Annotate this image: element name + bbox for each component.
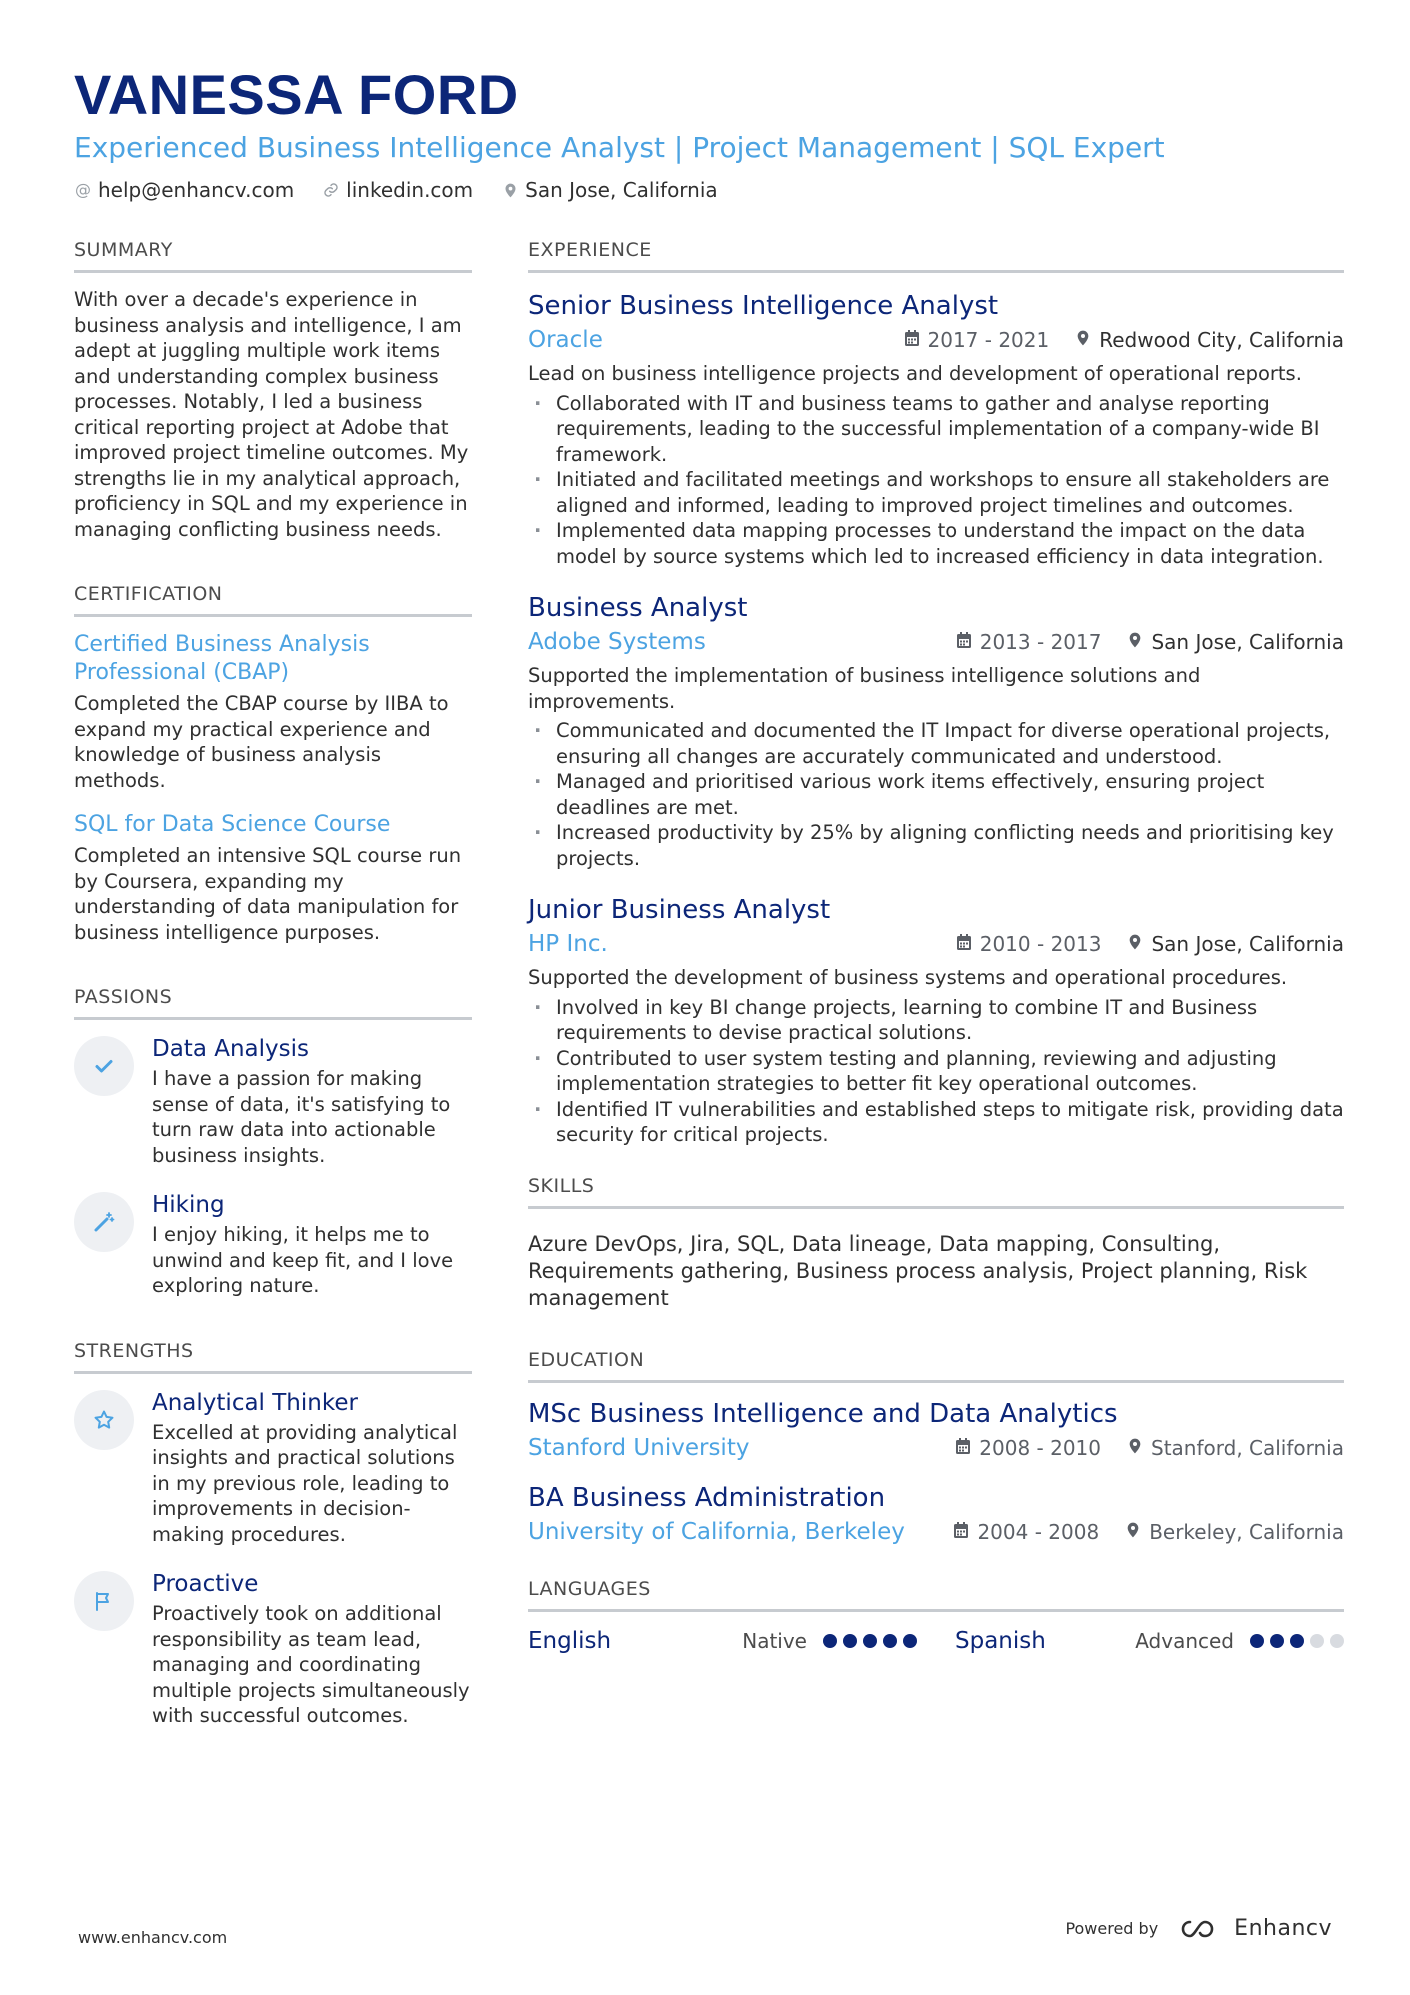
headline: Experienced Business Intelligence Analyst | Project Management | SQL Expert — [74, 131, 1165, 164]
job-bullet: · Managed and prioritised various work items effectively, ensuring project deadlines are met. — [528, 769, 1344, 820]
strength-item — [74, 1388, 472, 1548]
job-bullets — [528, 995, 1344, 1148]
education-entry — [528, 1481, 1344, 1547]
linkedin-text: linkedin.com — [346, 178, 474, 202]
rating-dot-filled — [863, 1634, 877, 1648]
passion-text: I enjoy hiking, it helps me to unwind and keep fit, and I love exploring nature. — [152, 1223, 454, 1297]
rating-dot-filled — [823, 1634, 837, 1648]
location-pin-icon — [1127, 932, 1143, 956]
degree-title: MSc Business Intelligence and Data Analytics — [528, 1398, 1118, 1429]
rating-dot-filled — [1250, 1634, 1264, 1648]
job-bullet: · Communicated and documented the IT Impact for diverse operational projects, ensuring all changes are accurately communicated and understood. — [528, 718, 1344, 769]
strength-text: Proactively took on additional responsibility as team lead, managing and coordinating multiple projects simultaneously with successful outcomes. — [152, 1602, 470, 1727]
calendar-icon — [956, 932, 972, 956]
education-location: Berkeley, California — [1149, 1519, 1344, 1544]
job-entry — [528, 591, 1344, 871]
footer-website[interactable]: www.enhancv.com — [78, 1928, 228, 1947]
location-pin-icon — [1075, 328, 1091, 352]
education-heading: EDUCATION — [528, 1348, 1344, 1383]
job-bullet: · Initiated and facilitated meetings and workshops to ensure all stakeholders are aligned and informed, leading to improved project timelines and outcomes. — [528, 467, 1344, 518]
education-section — [528, 1348, 1344, 1547]
languages-section — [528, 1577, 1344, 1656]
passion-text: I have a passion for making sense of data, it's satisfying to turn raw data into actionable business insights. — [152, 1067, 451, 1167]
certification-title: SQL for Data Science Course — [74, 812, 391, 837]
job-title: Senior Business Intelligence Analyst — [528, 291, 999, 321]
job-bullet: · Increased productivity by 25% by aligning conflicting needs and prioritising key projects. — [528, 820, 1344, 871]
certification-heading: CERTIFICATION — [74, 582, 472, 617]
education-entry — [528, 1397, 1344, 1463]
strength-text: Excelled at providing analytical insights and practical solutions in my previous role, leading to improvements in decision-making procedures. — [152, 1420, 458, 1546]
rating-dot-filled — [843, 1634, 857, 1648]
job-description: Supported the implementation of business intelligence solutions and improvements. — [528, 664, 1201, 713]
language-name: Spanish — [955, 1627, 1046, 1654]
job-description: Supported the development of business systems and operational procedures. — [528, 966, 1288, 989]
powered-by-label: Powered by — [1065, 1919, 1159, 1938]
passion-title: Data Analysis — [152, 1036, 309, 1062]
email-text: help@enhancv.com — [98, 178, 295, 202]
certification-item — [74, 631, 472, 793]
location-pin-icon — [1127, 630, 1143, 654]
candidate-name: VANESSA FORD — [74, 63, 519, 126]
infinity-logo-icon — [1178, 1918, 1224, 1940]
passion-title: Hiking — [152, 1192, 225, 1218]
flag-icon — [74, 1571, 134, 1631]
job-title: Business Analyst — [528, 593, 748, 623]
degree-title: BA Business Administration — [528, 1482, 886, 1513]
language-name: English — [528, 1627, 612, 1654]
link-icon — [322, 181, 340, 199]
language-level: Advanced — [1135, 1628, 1234, 1653]
location-pin-icon — [1125, 1520, 1141, 1544]
education-dates: 2004 - 2008 — [977, 1519, 1100, 1544]
rating-dot-filled — [1290, 1634, 1304, 1648]
certification-title: Certified Business Analysis Professional (CBAP) — [74, 632, 370, 685]
at-icon: @ — [75, 180, 91, 199]
language-level: Native — [742, 1628, 807, 1653]
language-rating — [823, 1634, 917, 1648]
job-location: Redwood City, California — [1099, 328, 1344, 352]
passions-heading: PASSIONS — [74, 985, 472, 1020]
job-location: San Jose, California — [1151, 932, 1344, 956]
location-pin-icon — [1127, 1436, 1143, 1460]
certification-text: Completed the CBAP course by IIBA to expand my practical experience and knowledge of business analysis methods. — [74, 692, 449, 792]
job-location: San Jose, California — [1151, 630, 1344, 654]
strength-title: Analytical Thinker — [152, 1389, 358, 1416]
job-dates: 2017 - 2021 — [927, 328, 1050, 352]
strengths-heading: STRENGTHS — [74, 1339, 472, 1374]
company-name: Adobe Systems — [528, 629, 706, 655]
brand-name: Enhancv — [1234, 1916, 1332, 1941]
star-icon — [74, 1390, 134, 1450]
skills-text: Azure DevOps, Jira, SQL, Data lineage, Data mapping, Consulting, Requirements gathering, Business process analysis, Project planning, Risk management — [528, 1231, 1308, 1310]
calendar-icon — [956, 630, 972, 654]
summary-text: With over a decade's experience in business analysis and intelligence, I am adept at juggling multiple work items and understanding complex business processes. Notably, I led a business critical reporting project at Adobe that improved project timeline outcomes. My strengths lie in my analytical approach, proficiency in SQL and my experience in managing conflicting business needs. — [74, 288, 469, 541]
job-dates: 2010 - 2013 — [979, 932, 1102, 956]
company-name: HP Inc. — [528, 931, 608, 957]
job-bullets — [528, 718, 1344, 871]
job-entry — [528, 893, 1344, 1148]
job-bullets — [528, 391, 1344, 570]
right-column — [528, 238, 1344, 1692]
check-icon — [74, 1036, 134, 1096]
language-item — [528, 1626, 917, 1656]
job-title: Junior Business Analyst — [528, 895, 831, 925]
strength-item — [74, 1569, 472, 1729]
certification-item — [74, 811, 472, 945]
skills-section — [528, 1174, 1344, 1312]
passion-item — [74, 1190, 472, 1299]
summary-section — [74, 238, 472, 542]
brand-logo[interactable] — [1178, 1916, 1332, 1941]
education-dates: 2008 - 2010 — [979, 1435, 1101, 1460]
job-description: Lead on business intelligence projects and development of operational reports. — [528, 362, 1302, 385]
summary-heading: SUMMARY — [74, 238, 472, 273]
certification-text: Completed an intensive SQL course run by Coursera, expanding my understanding of data manipulation for business intelligence purposes. — [74, 844, 462, 944]
calendar-icon — [955, 1436, 971, 1460]
contact-location — [501, 176, 718, 204]
job-bullet: · Identified IT vulnerabilities and established steps to mitigate risk, providing data security for critical projects. — [528, 1097, 1344, 1148]
job-bullet: · Collaborated with IT and business teams to gather and analyse reporting requirements, leading to the successful implementation of a company-wide BI framework. — [528, 391, 1344, 468]
location-pin-icon — [501, 181, 519, 199]
job-entry — [528, 289, 1344, 569]
school-name: University of California, Berkeley — [528, 1518, 905, 1545]
resume-page — [74, 62, 1344, 1727]
footer-branding — [1065, 1916, 1332, 1941]
languages-heading: LANGUAGES — [528, 1577, 1344, 1612]
calendar-icon — [953, 1520, 969, 1544]
language-rating — [1250, 1634, 1344, 1648]
company-name: Oracle — [528, 327, 603, 353]
language-item — [955, 1626, 1344, 1656]
left-column — [74, 238, 472, 1769]
education-location: Stanford, California — [1151, 1435, 1344, 1460]
contact-bar — [74, 176, 1344, 204]
job-bullet: · Involved in key BI change projects, learning to combine IT and Business requirements to devise practical solutions. — [528, 995, 1344, 1046]
experience-heading: EXPERIENCE — [528, 238, 1344, 273]
rating-dot-filled — [883, 1634, 897, 1648]
rating-dot-filled — [903, 1634, 917, 1648]
passions-section — [74, 985, 472, 1299]
experience-section — [528, 238, 1344, 1148]
job-dates: 2013 - 2017 — [979, 630, 1102, 654]
location-text: San Jose, California — [525, 178, 718, 202]
skills-heading: SKILLS — [528, 1174, 1344, 1209]
strengths-section — [74, 1339, 472, 1729]
calendar-icon — [904, 328, 920, 352]
contact-linkedin[interactable] — [322, 176, 473, 204]
magic-wand-icon — [74, 1192, 134, 1252]
certification-section — [74, 582, 472, 945]
passion-item — [74, 1034, 472, 1168]
job-bullet: · Contributed to user system testing and planning, reviewing and adjusting implementation strategies to better fit key operational outcomes. — [528, 1046, 1344, 1097]
strength-title: Proactive — [152, 1571, 259, 1597]
rating-dot-empty — [1310, 1634, 1324, 1648]
contact-email[interactable] — [74, 176, 294, 204]
school-name: Stanford University — [528, 1434, 750, 1461]
rating-dot-filled — [1270, 1634, 1284, 1648]
job-bullet: · Implemented data mapping processes to understand the impact on the data model by source systems which led to increased efficiency in data integration. — [528, 518, 1344, 569]
rating-dot-empty — [1330, 1634, 1344, 1648]
